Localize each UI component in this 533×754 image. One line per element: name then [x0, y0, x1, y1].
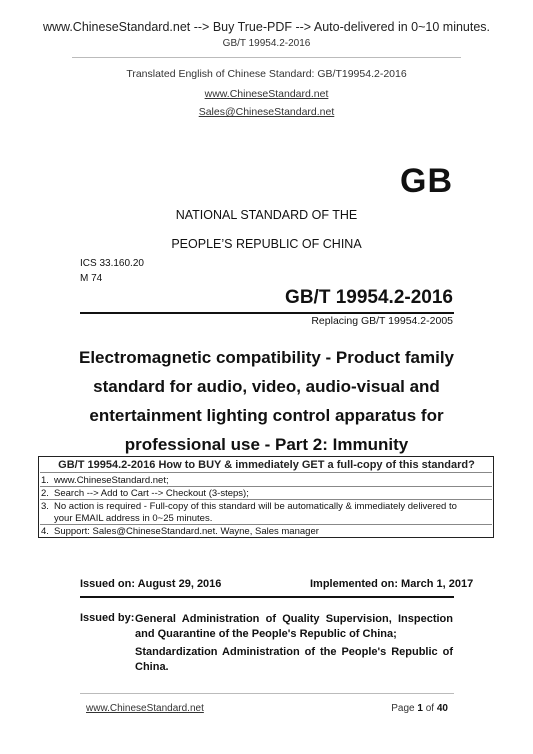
gb-mark: GB	[400, 162, 453, 200]
issuing-authority-1: General Administration of Quality Supervision, Inspection and Quarantine of the People's Republic of China;	[135, 613, 453, 640]
translation-note: Translated English of Chinese Standard: GB/T19954.2-2016	[126, 68, 407, 80]
step-text: No action is required - Full-copy of this standard will be automatically & immediately delivered to	[54, 501, 457, 512]
title-line: standard for audio, video, audio-visual and	[93, 377, 440, 396]
header-standard-number: GB/T 19954.2-2016	[222, 38, 311, 49]
page-label: Page	[391, 703, 415, 714]
footer-divider	[80, 693, 454, 694]
step-text: Search --> Add to Cart --> Checkout (3-steps);	[54, 488, 249, 499]
step-number: 4.	[41, 526, 49, 537]
header-promo-line: www.ChineseStandard.net --> Buy True-PDF --> Auto-delivered in 0~10 minutes.	[42, 20, 491, 34]
title-line: professional use - Part 2: Immunity	[124, 435, 409, 454]
standard-number-rule	[80, 312, 454, 314]
page-current: 1	[417, 703, 423, 714]
m-code: M 74	[80, 273, 103, 284]
document-title	[40, 343, 493, 459]
step-number: 1.	[41, 475, 49, 486]
title-line: entertainment lighting control apparatus for	[89, 406, 444, 425]
step-text[interactable]: www.ChineseStandard.net;	[54, 475, 169, 486]
header-divider	[72, 57, 461, 58]
dates-rule	[80, 596, 454, 598]
footer-website-link[interactable]: www.ChineseStandard.net	[86, 703, 204, 714]
step-number: 2.	[41, 488, 49, 499]
buy-box-heading: GB/T 19954.2-2016 How to BUY & immediately GET a full-copy of this standard?	[58, 459, 475, 471]
ics-code: ICS 33.160.20	[80, 258, 144, 269]
national-standard-line1: NATIONAL STANDARD OF THE	[175, 208, 358, 222]
title-line: Electromagnetic compatibility - Product family	[78, 348, 455, 367]
step-number: 3.	[41, 501, 49, 512]
national-standard-line2: PEOPLE’S REPUBLIC OF CHINA	[171, 237, 362, 251]
implemented-date: Implemented on: March 1, 2017	[310, 578, 474, 590]
issued-date: Issued on: August 29, 2016	[80, 578, 222, 590]
step-text: your EMAIL address in 0~25 minutes.	[54, 513, 213, 524]
email-link[interactable]: Sales@ChineseStandard.net	[198, 106, 335, 118]
replacing-note: Replacing GB/T 19954.2-2005	[311, 315, 453, 327]
page-number	[340, 703, 448, 714]
website-link[interactable]: www.ChineseStandard.net	[204, 88, 329, 100]
page-of-label: of	[425, 703, 435, 714]
buy-box-divider	[40, 472, 492, 473]
page-total: 40	[436, 703, 448, 714]
standard-number: GB/T 19954.2-2016	[285, 287, 453, 308]
step-text: Support: Sales@ChineseStandard.net. Wayne, Sales manager	[54, 526, 319, 537]
issuing-authority-2: Standardization Administration of the People's Republic of China.	[135, 646, 453, 673]
issued-by-label: Issued by:	[80, 612, 135, 624]
